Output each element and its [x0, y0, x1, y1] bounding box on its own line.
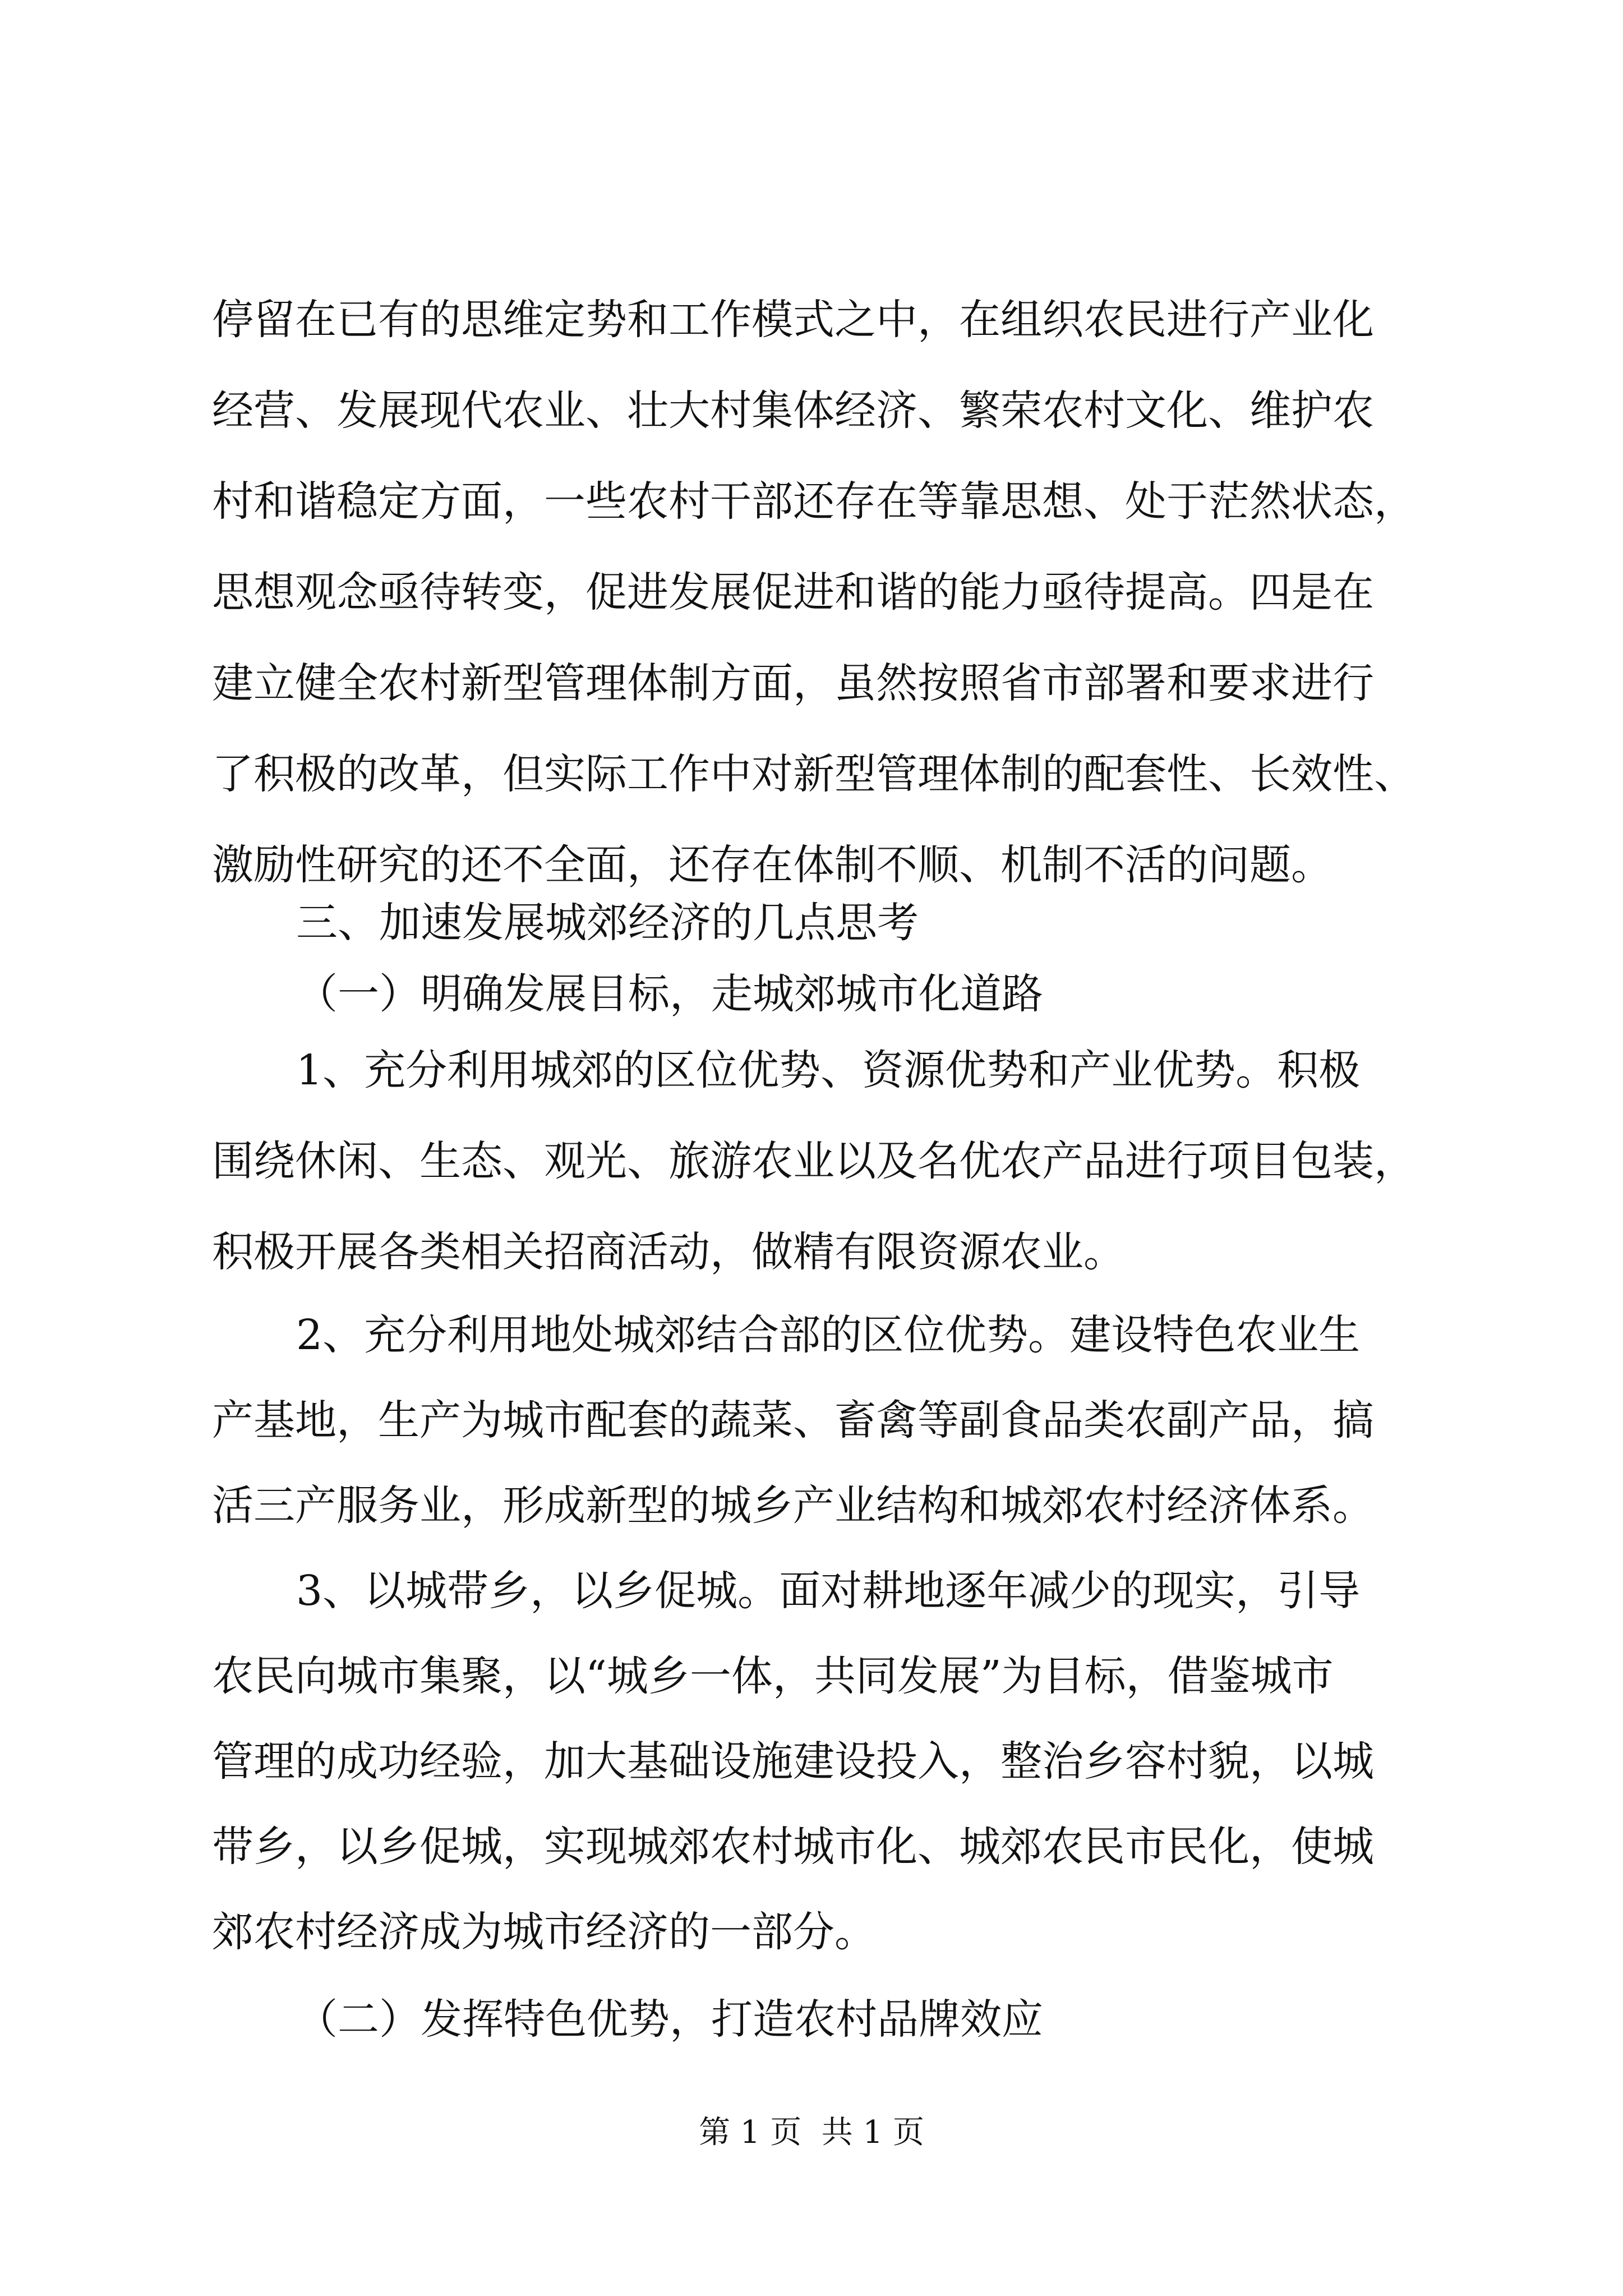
- section-heading: 三、加速发展城郊经济的几点思考: [296, 899, 919, 947]
- paragraph-line: 2、充分利用地处城郊结合部的区位优势。建设特色农业生: [296, 1311, 1361, 1359]
- paragraph-line: 管理的成功经验，加大基础设施建设投入，整治乡容村貌，以城: [212, 1737, 1374, 1786]
- paragraph-line: 农民向城市集聚，以“城乡一体，共同发展”为目标，借鉴城市: [212, 1652, 1334, 1700]
- paragraph-line: 积极开展各类相关招商活动，做精有限资源农业。: [212, 1228, 1125, 1276]
- subsection-heading: （一）明确发展目标，走城郊城市化道路: [296, 970, 1043, 1018]
- paragraph-line: 郊农村经济成为城市经济的一部分。: [212, 1908, 876, 1956]
- paragraph-line: 带乡，以乡促城，实现城郊农村城市化、城郊农民市民化，使城: [212, 1823, 1374, 1871]
- paragraph-line: 经营、发展现代农业、壮大村集体经济、繁荣农村文化、维护农: [212, 386, 1374, 435]
- paragraph-line: 了积极的改革，但实际工作中对新型管理体制的配套性、长效性、: [212, 750, 1415, 798]
- paragraph-line: 1、充分利用城郊的区位优势、资源优势和产业优势。积极: [296, 1046, 1361, 1094]
- paragraph-line: 活三产服务业，形成新型的城乡产业结构和城郊农村经济体系。: [212, 1481, 1374, 1530]
- paragraph-line: 建立健全农村新型管理体制方面，虽然按照省市部署和要求进行: [212, 659, 1374, 707]
- paragraph-line: 激励性研究的还不全面，还存在体制不顺、机制不活的问题。: [212, 841, 1332, 889]
- page-footer: 第 1 页 共 1 页: [698, 2114, 925, 2151]
- paragraph-line: 产基地，生产为城市配套的蔬菜、畜禽等副食品类农副产品，搞: [212, 1396, 1374, 1444]
- paragraph-line: 村和谐稳定方面，一些农村干部还存在等靠思想、处于茫然状态，: [212, 477, 1415, 526]
- paragraph-line: 停留在已有的思维定势和工作模式之中，在组织农民进行产业化: [212, 296, 1374, 344]
- paragraph-line: 3、以城带乡，以乡促城。面对耕地逐年减少的现实，引导: [296, 1567, 1361, 1615]
- paragraph-line: 围绕休闲、生态、观光、旅游农业以及名优农产品进行项目包装，: [212, 1137, 1415, 1185]
- paragraph-line: 思想观念亟待转变，促进发展促进和谐的能力亟待提高。四是在: [212, 568, 1374, 616]
- subsection-heading: （二）发挥特色优势，打造农村品牌效应: [296, 1995, 1043, 2044]
